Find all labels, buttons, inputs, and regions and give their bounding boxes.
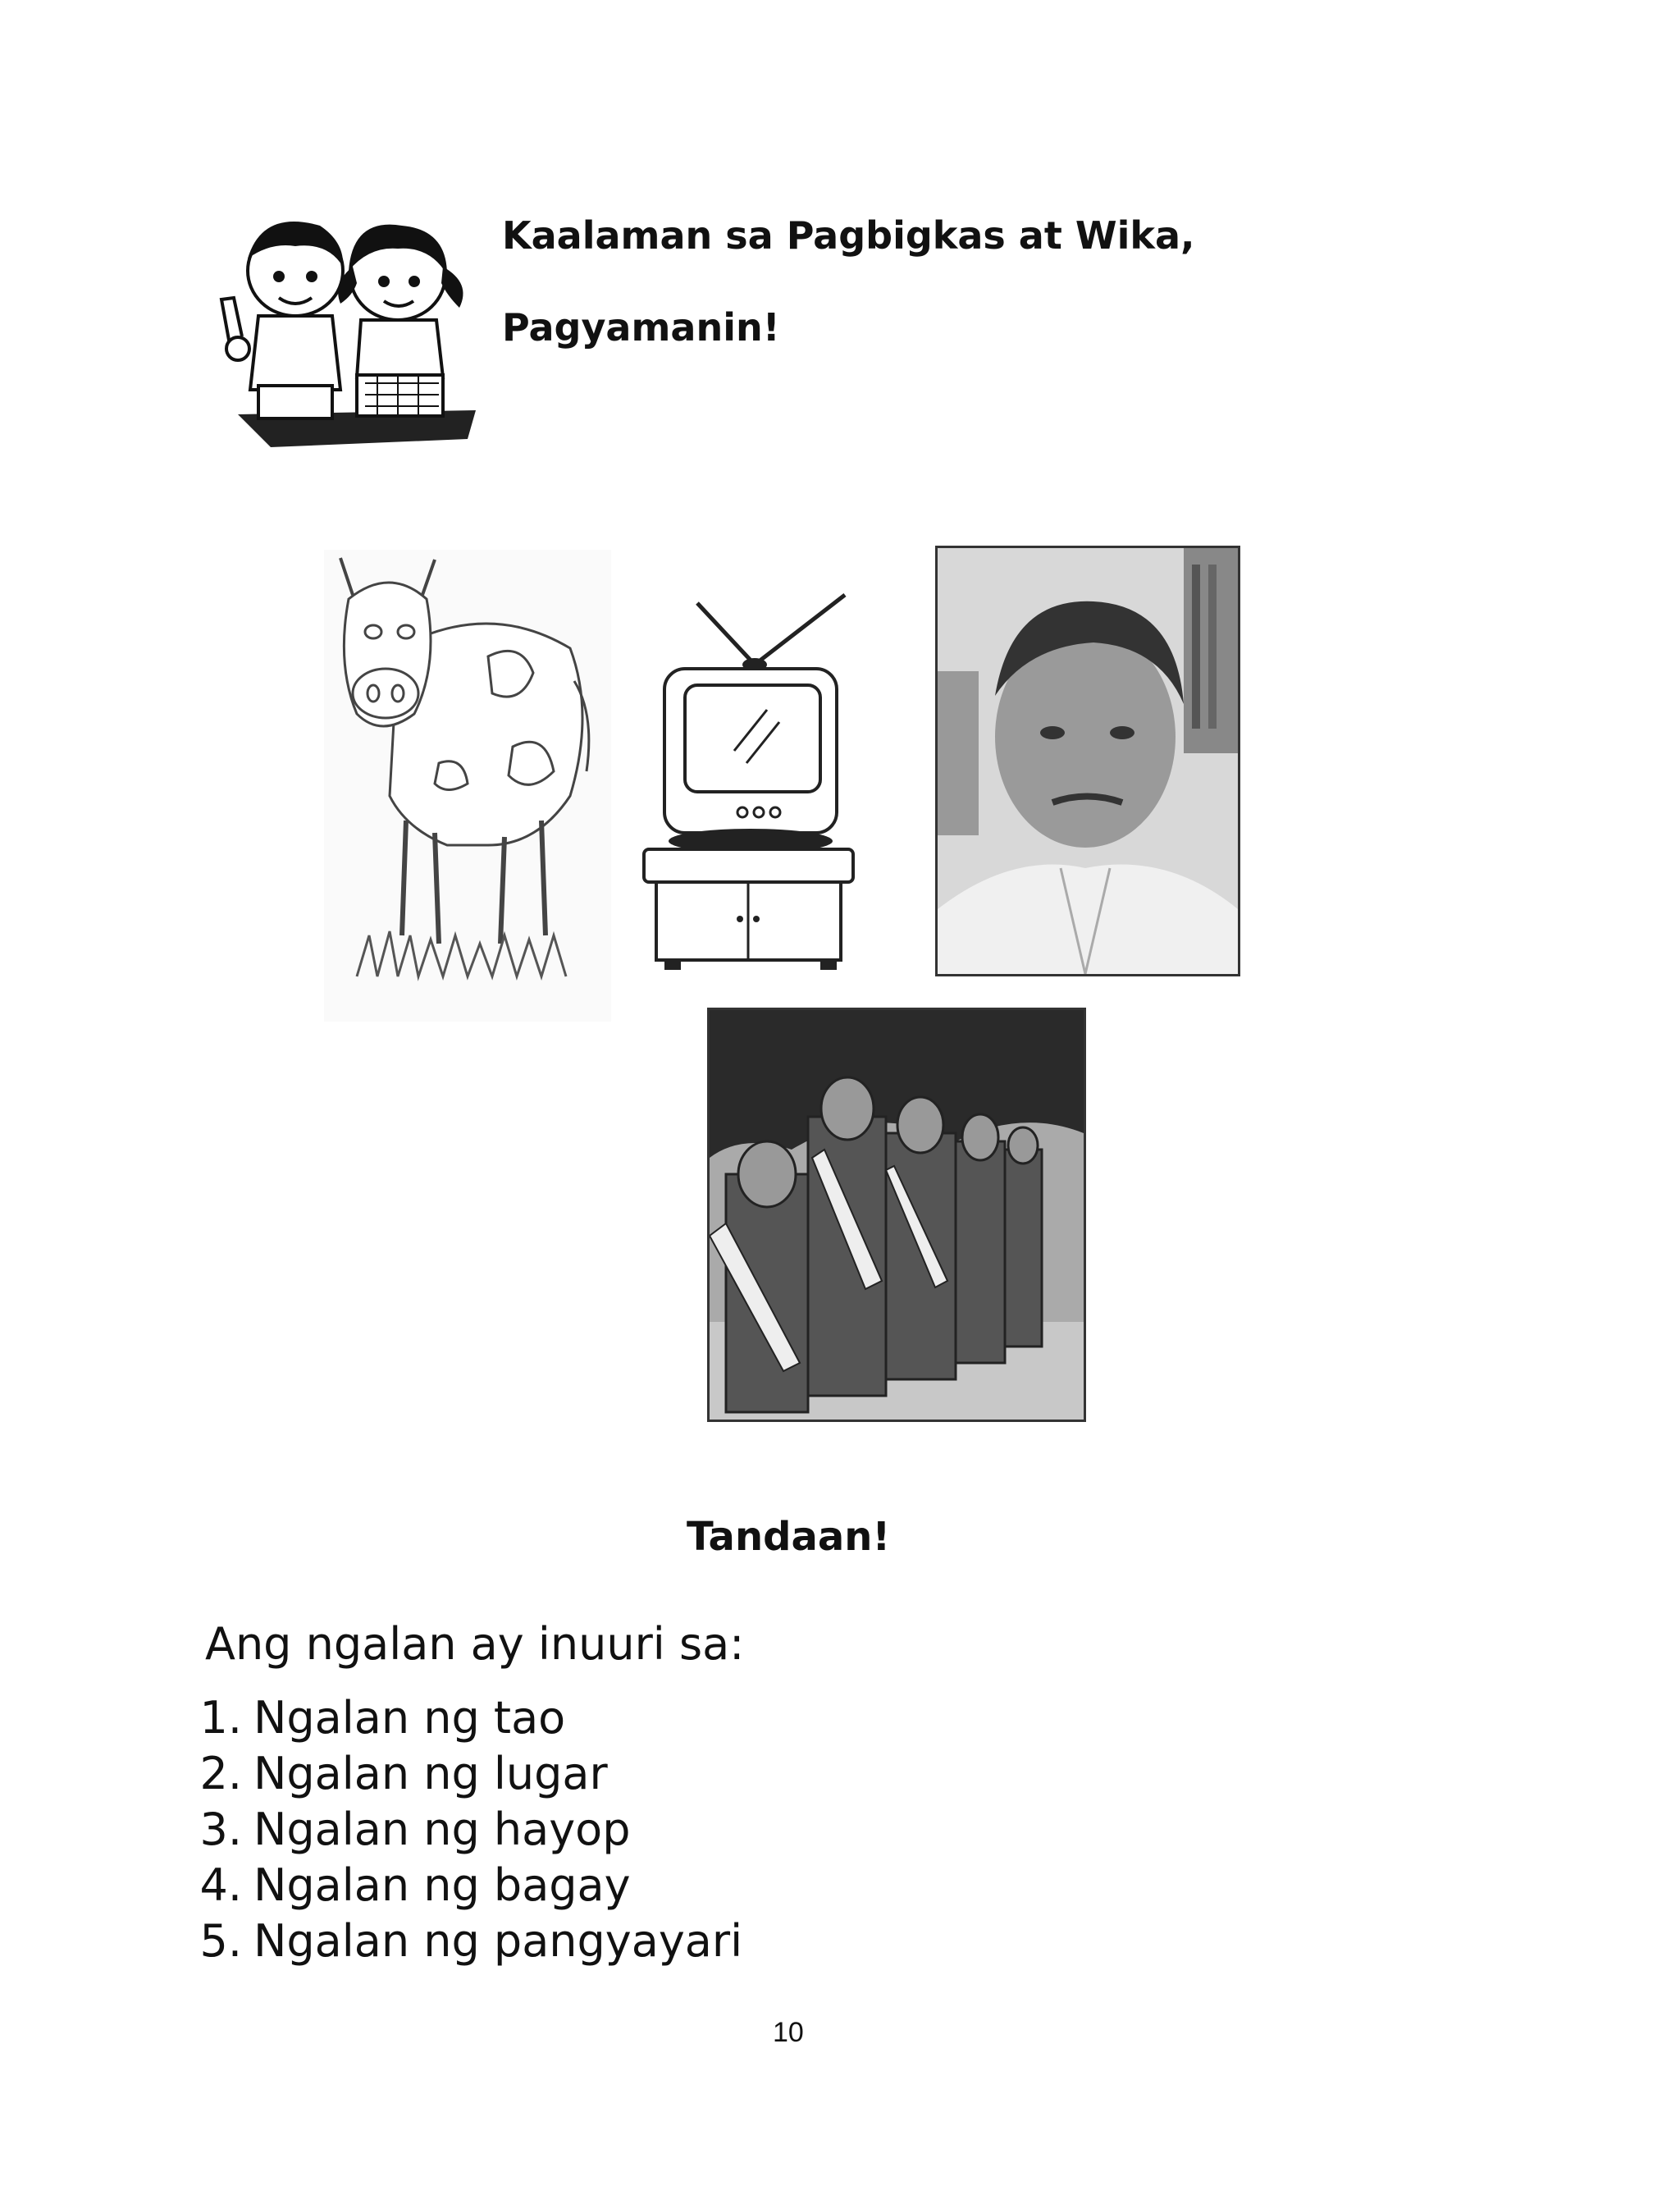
list-item: 4. Ngalan ng bagay <box>199 1859 631 1911</box>
tandaan-title: Tandaan! <box>687 1514 891 1560</box>
children-illustration <box>197 201 492 451</box>
list-item: 2. Ngalan ng lugar <box>199 1748 608 1799</box>
lesson-heading-line1: Kaalaman sa Pagbigkas at Wika, <box>502 213 1195 258</box>
man-portrait-photo <box>935 546 1240 976</box>
page-number: 10 <box>773 2017 804 2048</box>
scarecrow-festival-photo <box>707 1008 1086 1422</box>
noun-categories-list <box>193 1690 742 1969</box>
lesson-heading-line2: Pagyamanin! <box>502 305 780 350</box>
list-item: 5. Ngalan ng pangyayari <box>199 1915 743 1967</box>
list-item: 3. Ngalan ng hayop <box>199 1804 631 1855</box>
classification-intro: Ang ngalan ay inuuri sa: <box>205 1618 745 1670</box>
television-illustration <box>636 587 857 972</box>
cow-illustration <box>324 550 611 1022</box>
list-item: 1. Ngalan ng tao <box>199 1692 566 1744</box>
